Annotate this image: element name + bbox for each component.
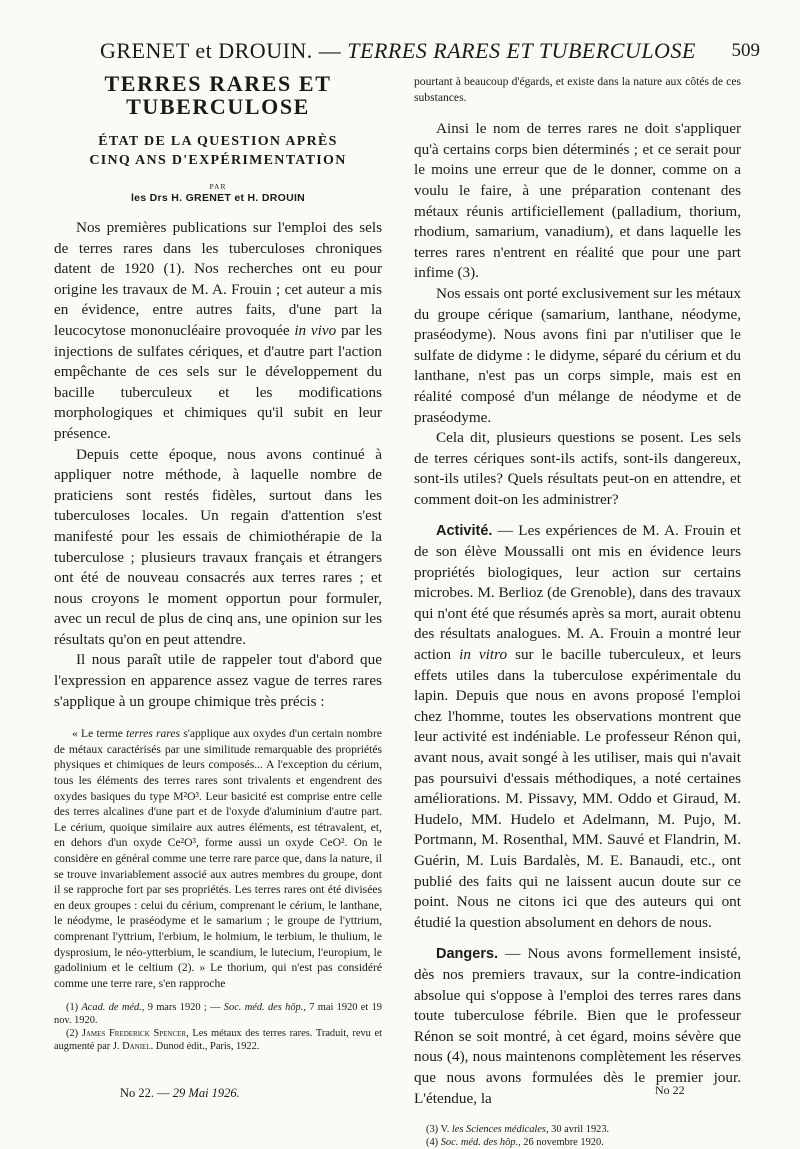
footnotes-left — [54, 1001, 382, 1053]
running-title — [100, 38, 696, 64]
italic-run: Acad. de méd. — [81, 1002, 142, 1014]
text-run: , 26 novembre 1920. — [518, 1137, 604, 1149]
paragraph: Cela dit, plusieurs questions se posent. Les sels de terres cériques sont-ils actifs, sont-ils dangereux, sont-ils utiles? Quels résultats peut-on en attendre, et comment doit-on les administrer? — [414, 429, 741, 508]
section-heading-activite: Activité. — [436, 523, 493, 540]
block-quote — [54, 726, 382, 991]
footnote — [414, 1136, 741, 1149]
italic-run: les Sciences médicales — [451, 1124, 546, 1136]
paragraph-dangers — [414, 944, 741, 1109]
text-run: , Les métaux des terres rares. Traduit, revu et augmenté par J. — [54, 1028, 383, 1053]
byline-par: PAR — [209, 182, 227, 191]
article-title — [54, 72, 382, 118]
text-run: . Dunod édit., Paris, 1922. — [150, 1041, 260, 1053]
issue-number: No 22. — [120, 1086, 155, 1100]
italic-run: in vivo — [294, 321, 337, 339]
italic-run: Soc. méd. des hôp. — [440, 1137, 519, 1149]
quote-continuation: pourtant à beaucoup d'égards, et existe dans la nature aux côtés de ces substances. — [414, 75, 741, 104]
text-run: sur le bacille tuberculeux, et leurs effets utiles dans la tuberculose expérimentale du lapin. Depuis que nous en avons proposé l'emploi chez l'homme, toutes les observations montrent que leur activité est indéniable. Le professeur Rénon qui, avant nous, avait songé à les utiliser, mais qui n'avait pas poursuivi d'essais méthodiques, a noté certaines améliorations. M. Pissavy, MM. Oddo et Giraud, M. Hudelo, MM. Hudelo et Adelmann, M. Pujo, M. Portmann, M. Rosenthal, MM. Sauvé et Flandrin, M. Guérin, M. Luis Bardalès, M. E. Banaudi, etc., ont publié des faits qui ne laissent aucun doute sur ce point. Nous ne citons ici que des auteurs qui ont étudié la question absolument en dehors de nous. — [414, 646, 742, 931]
article-title-line-1: TERRES RARES ET — [104, 71, 332, 96]
text-run: Nos premières publications sur l'emploi des sels de terres rares dans les tuberculoses chroniques datent de 1920 (1). Nos recherches ont eu pour origine les travaux de M. A. Frouin ; cet auteur a mis en évidence, entre autres faits, d'une part la leucocytose mononucléaire provoquée — [54, 219, 382, 339]
byline-authors: les Drs H. GRENET et H. DROUIN — [130, 192, 306, 204]
italic-run: terres rares — [126, 727, 181, 741]
footnote — [54, 1001, 382, 1027]
text-run: , 9 mars 1920 ; — — [141, 1002, 224, 1014]
paragraph: Ainsi le nom de terres rares ne doit s'appliquer qu'à certains corps bien déterminés ; et ce serait pour le moins une erreur que de le donner, comme on a voulu le faire, à une préparation contenant des métaux réunis artificiellement (palladium, thorium, rhodium, samarium, vanadium), et dans laquelle les terres rares n'entrent en réalité que pour une part infime (3). — [414, 120, 741, 282]
text-run: (3) V. — [426, 1124, 452, 1136]
italic-run: in vitro — [459, 646, 508, 664]
footnote — [414, 1123, 741, 1136]
text-run: par les injections de sulfates cériques, et d'autre part l'action empêchante de ces sels sur le développement du bacille tuberculeux et les modifications morphologiques et chimiques qu'il subit en leur présence. — [54, 321, 382, 442]
italic-run: Soc. méd. des hôp. — [223, 1002, 304, 1014]
text-run: (4) — [426, 1137, 441, 1149]
section-heading-dangers: Dangers. — [436, 946, 499, 963]
text-run: , 30 avril 1923. — [545, 1124, 610, 1136]
text-run: — Nous avons formellement insisté, dès nos premiers travaux, sur la contre-indication absolue qui s'oppose à l'emploi des terres rares dans toute tuberculose fébrile. Bien que le professeur Rénon se soit montré, à cet égard, moins sévère que nous (4), nous maintenons complètement les réserves que nous avons formulées dès le premier jour. L'étendue, la — [414, 945, 741, 1107]
article-subtitle-line-2: CINQ ANS D'EXPÉRIMENTATION — [89, 153, 347, 168]
paragraph: Il nous paraît utile de rappeler tout d'abord que l'expression en apparence assez vague de terres rares s'applique à un groupe chimique très précis : — [54, 651, 382, 710]
text-run: (1) — [66, 1002, 82, 1014]
running-header-authors: GRENET et DROUIN. — [100, 38, 313, 63]
small-caps-run: Daniel — [122, 1041, 151, 1053]
running-header-title: TERRES RARES ET TUBERCULOSE — [347, 38, 696, 63]
paragraph: Nos essais ont porté exclusivement sur les métaux du groupe cérique (samarium, lanthane, néodyme, praséodyme). Nous avons fini par n'utiliser que le sulfate de didyme : le didyme, séparé du cérium et du lanthane, n'est pas un corps simple, mais est en réalité composé d'un mélange de néodyme et de praséodyme. — [414, 284, 741, 426]
footnotes-right — [414, 1123, 741, 1149]
page-number: 509 — [731, 40, 760, 61]
left-column — [54, 72, 382, 1053]
issue-footer — [120, 1086, 240, 1101]
text-run: — Les expériences de M. A. Frouin et de son élève Moussalli ont mis en évidence leurs propriétés biologiques, leur action sur certains microbes. M. Berlioz (de Grenoble), dans des travaux qui n'ont été que résumés après sa mort, aurait obtenu des résultats analogues. M. A. Frouin a montré leur action — [414, 522, 741, 664]
article-subtitle — [54, 132, 382, 170]
text-run: « Le terme — [72, 727, 127, 741]
issue-date: 29 Mai 1926. — [172, 1086, 240, 1100]
issue-number-right: No 22 — [655, 1083, 685, 1097]
text-run: (2) — [66, 1028, 82, 1040]
text-run: s'applique aux oxydes d'un certain nombre de métaux caractérisés par une similitude remarquable des propriétés physiques et chimiques de leurs composés... A l'exception du cérium, tous les éléments des terres rares sont trivalents et engendrent des oxydes basiques du type M²O³. Leur basicité est comprise entre celle des terres alcalines d'une part et de l'oxyde d'aluminium d'autre part. Le cérium, quoique similaire aux autres éléments, est tétravalent, et, en dehors d'un oxyde Ce²O³, forme aussi un oxyde CeO². On le considère en général comme une terre rare parce que, dans la nature, il se trouve invariablement associé aux autres membres du groupe, dont il se rapproche fort par ses propriétés. Les terres rares ont été divisées en deux groupes : celui du cérium, comprenant le cérium, le lanthane, le néodyme, le praséodyme et le samarium ; le groupe de l'yttrium, comprenant l'yttrium, l'erbium, le holmium, le terbium, le thulium, le dysprosium, le néo-ytterbium, le scandium, le lutecium, l'europium, le gadolinium et le celtium (2). » Le thorium, qui n'est pas considéré comme une terre rare, s'en rapproche — [54, 727, 382, 990]
article-subtitle-line-1: ÉTAT DE LA QUESTION APRÈS — [98, 134, 338, 149]
running-header-dash: — — [312, 38, 348, 63]
small-caps-run: James Frederick Spencer — [81, 1028, 187, 1040]
paragraph-activite — [414, 521, 741, 933]
issue-dash: — — [154, 1086, 173, 1100]
text-run: , 7 mai 1920 et 19 nov. 1920. — [54, 1002, 383, 1027]
paragraph — [54, 218, 382, 445]
footnote — [54, 1027, 382, 1053]
paragraph: Depuis cette époque, nous avons continué à appliquer notre méthode, à laquelle nombre de praticiens sont restés fidèles, surtout dans les tuberculoses locales. Un regain d'attention s'est manifesté pour les essais de chimiothérapie de la tuberculose ; plusieurs travaux français et étrangers ont été de nouveau consacrés aux terres rares ; et nous croyons le moment opportun pour formuler, avec un recul de plus de cinq ans, une opinion sur les résultats qu'on en peut attendre. — [54, 445, 382, 648]
right-column — [414, 74, 741, 1149]
running-header — [100, 38, 760, 68]
article-title-line-2: TUBERCULOSE — [126, 94, 310, 119]
